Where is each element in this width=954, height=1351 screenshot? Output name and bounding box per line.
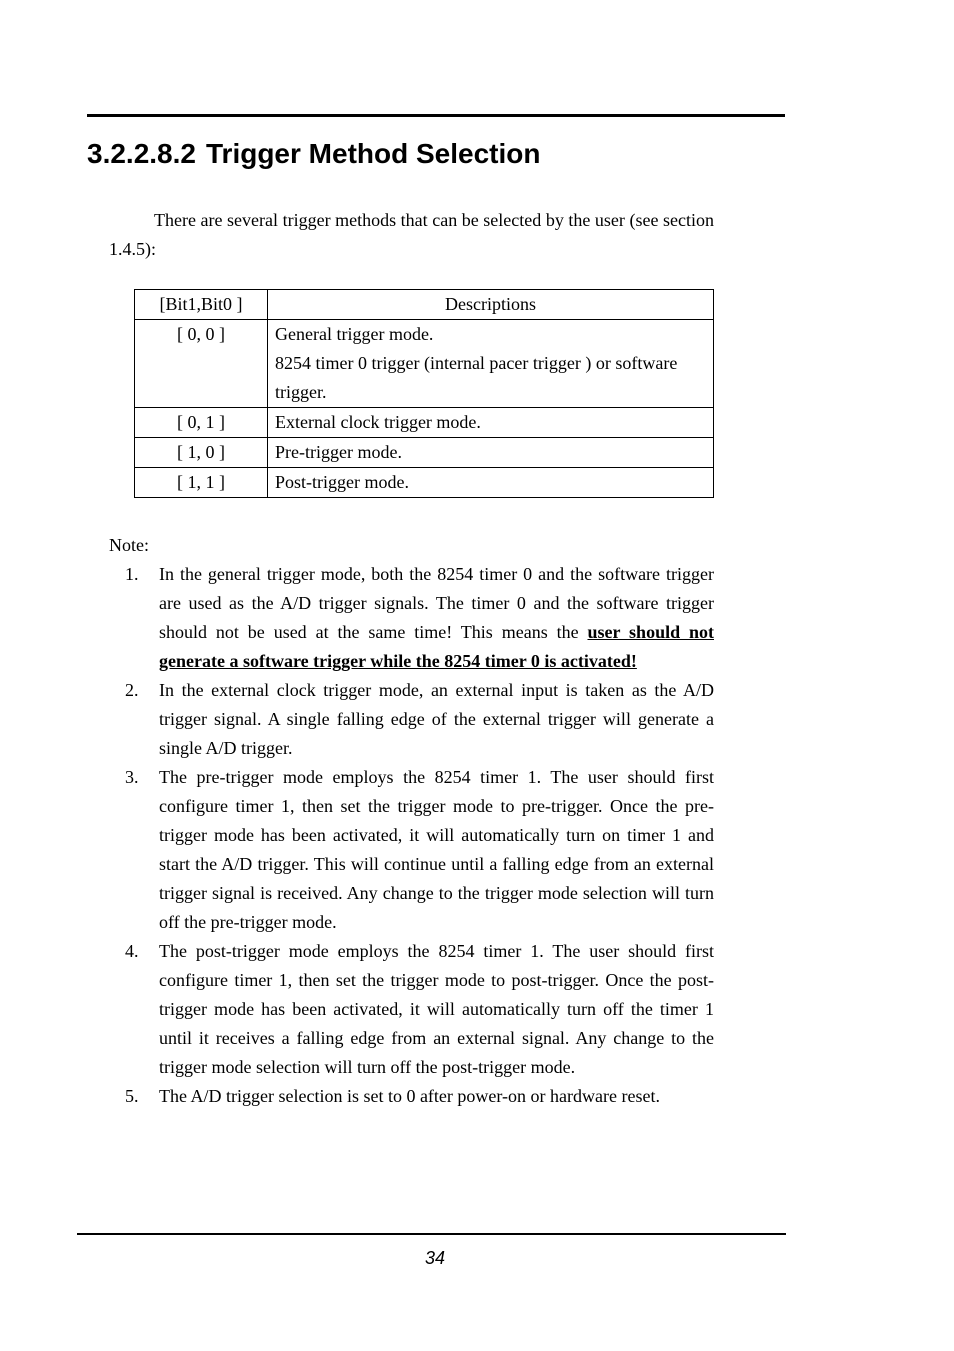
- page-number: 34: [424, 1248, 446, 1268]
- table-row: [135, 320, 714, 408]
- section-title: Trigger Method Selection: [205, 138, 541, 169]
- list-item: [109, 676, 714, 763]
- description-cell: General trigger mode. 8254 timer 0 trigger (internal pacer trigger ) or software trigger.: [268, 320, 714, 408]
- table-row: [135, 438, 714, 468]
- table-header-row: [135, 290, 714, 320]
- bits-cell: [ 1, 0 ]: [135, 438, 268, 468]
- note-warning: user should not generate a software trigger while the 8254 timer 0 is activated!: [159, 622, 714, 671]
- description-cell: External clock trigger mode.: [268, 408, 714, 438]
- list-item-number: 1.: [125, 564, 139, 584]
- bits-cell: [ 0, 1 ]: [135, 408, 268, 438]
- footer-rule: [77, 1233, 786, 1235]
- list-item: [109, 763, 714, 937]
- description-cell: Pre-trigger mode.: [268, 438, 714, 468]
- description-cell: Post-trigger mode.: [268, 468, 714, 498]
- bits-cell: [ 1, 1 ]: [135, 468, 268, 498]
- note-text: The pre-trigger mode employs the 8254 timer 1. The user should first configure timer 1, then set the trigger mode to pre-trigger. Once the pre-trigger mode has been activated, it will automatically turn on timer 1 and start the A/D trigger. This will continue until a falling edge from an external trigger signal is received. Any change to the trigger mode selection will turn off the pre-trigger mode.: [159, 767, 714, 932]
- bits-column-header: [Bit1,Bit0 ]: [135, 290, 268, 320]
- table-row: [135, 468, 714, 498]
- note-text: The A/D trigger selection is set to 0 after power-on or hardware reset.: [159, 1086, 660, 1106]
- list-item: [109, 1082, 714, 1111]
- list-item-number: 4.: [125, 941, 139, 961]
- note-text: The post-trigger mode employs the 8254 timer 1. The user should first configure timer 1, then set the trigger mode to post-trigger. Once the post-trigger mode has been activated, it will automatically turn off the timer 1 until it receives a falling edge from an external signal. Any change to the trigger mode selection will turn off the post-trigger mode.: [159, 941, 714, 1077]
- list-item: [109, 937, 714, 1082]
- bits-cell: [ 0, 0 ]: [135, 320, 268, 408]
- note-text: In the external clock trigger mode, an external input is taken as the A/D trigger signal. A single falling edge of the external trigger will generate a single A/D trigger.: [159, 680, 714, 758]
- section-heading: [87, 138, 540, 170]
- list-item-number: 5.: [125, 1086, 139, 1106]
- list-item: [109, 560, 714, 676]
- trigger-method-table: [134, 289, 714, 498]
- note-label: Note:: [109, 535, 149, 555]
- section-number: 3.2.2.8.2: [87, 138, 196, 169]
- notes-list: [109, 560, 714, 1111]
- descriptions-column-header: Descriptions: [268, 290, 714, 320]
- header-rule: [87, 114, 785, 117]
- intro-paragraph: There are several trigger methods that can be selected by the user (see section 1.4.5):: [109, 210, 714, 259]
- list-item-number: 2.: [125, 680, 139, 700]
- note-text: In the general trigger mode, both the 8254 timer 0 and the software trigger are used as the A/D trigger signals. The timer 0 and the software trigger should not be used at the same time! This means the: [159, 564, 714, 642]
- list-item-number: 3.: [125, 767, 139, 787]
- table-row: [135, 408, 714, 438]
